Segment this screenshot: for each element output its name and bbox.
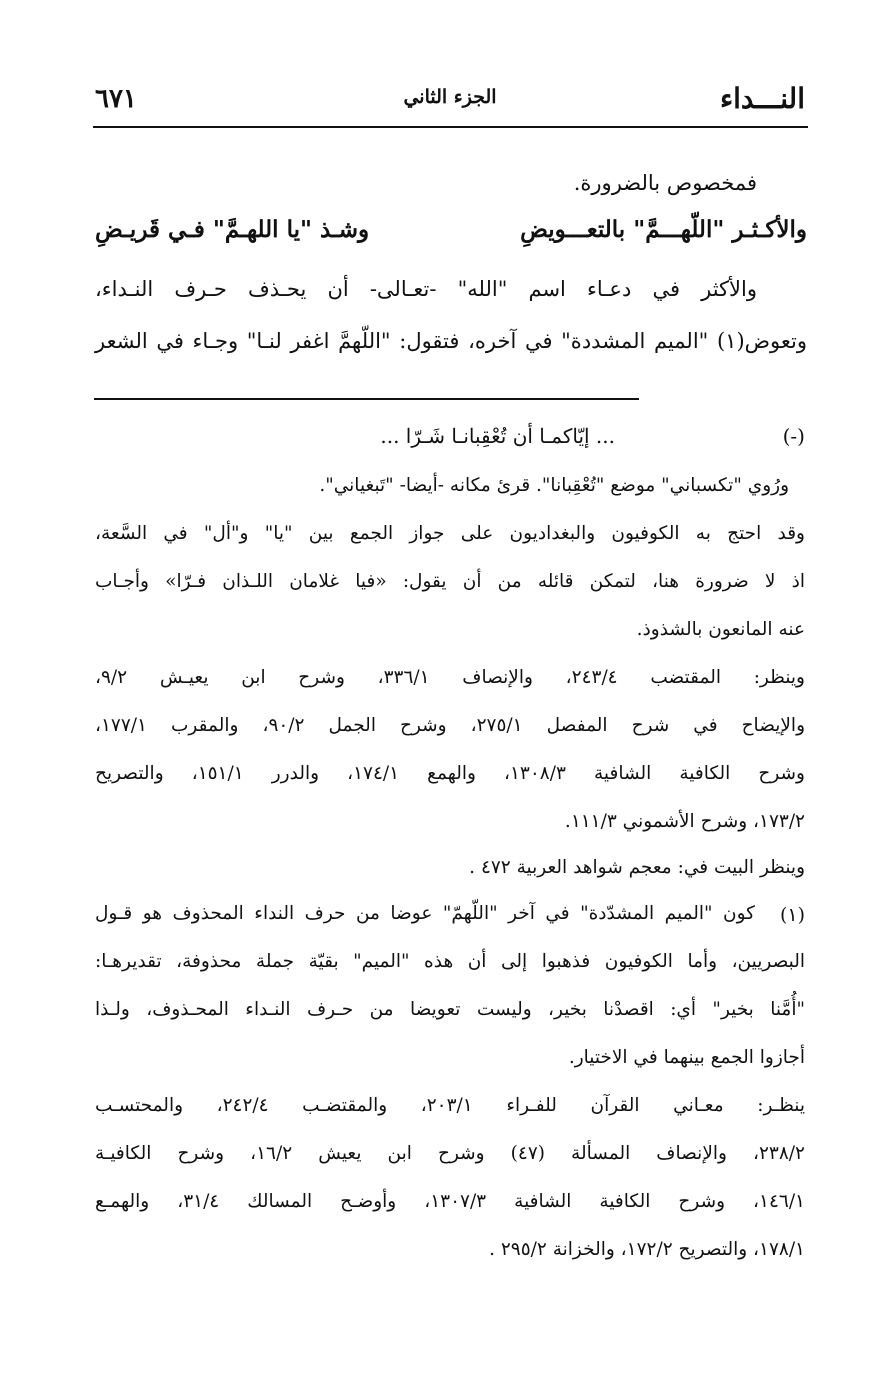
footnote-line: أجازوا الجمع بينهما في الاختيار. xyxy=(568,1047,805,1068)
verse-hemistich-left: وشـذ "يا اللهـمَّ" فـي قَريـضِ xyxy=(95,216,370,243)
footnote-line: اذ لا ضرورة هنا، لتمكن قائله من أن يقول: «فيا غلامان اللـذان فـرّا» وأجـاب xyxy=(95,571,805,592)
verse-line xyxy=(95,216,807,256)
footnote-marker: (-) xyxy=(782,424,805,448)
footnote-line: وشرح الكافية الشافية ١٣٠٨/٣، والهمع ١٧٤/١، والدرر ١٥١/١، والتصريح xyxy=(95,763,805,784)
footnote-line: البصريين، وأما الكوفيون فذهبوا إلى أن هذه "الميم" بقيّة جملة محذوفة، تقديرهـا: xyxy=(95,951,805,972)
page-header xyxy=(95,80,805,124)
header-rule xyxy=(93,126,808,128)
main-text-line: وتعوض(١) "الميم المشددة" في آخره، فتقول: "اللّهمَّ اغفر لنـا" وجـاء في الشعر xyxy=(95,329,807,353)
footnote-line: وينظر البيت في: معجم شواهد العربية ٤٧٢ . xyxy=(469,857,805,878)
footnote-line: ١٧٣/٢، وشرح الأشموني ١١١/٣. xyxy=(564,811,805,832)
footnote-line: وقد احتج به الكوفيون والبغداديون على جواز الجمع بين "يا" و"أل" في السَّعة، xyxy=(95,523,805,544)
footnote-rule xyxy=(94,398,639,400)
footnote-line: والإيضاح في شرح المفصل ٢٧٥/١، وشرح الجمل ٩٠/٢، والمقرب ١٧٧/١، xyxy=(95,715,806,736)
footnote-line: ٢٣٨/٢، والإنصاف المسألة (٤٧) وشرح ابن يعيش ١٦/٢، وشرح الكافيـة xyxy=(95,1143,805,1164)
footnote-line: وينظر: المقتضب ٢٤٣/٤، والإنصاف ٣٣٦/١، وشرح ابن يعيـش ٩/٢، xyxy=(95,667,805,688)
chapter-title: النـــداء xyxy=(719,82,805,115)
footnote-line: "أُمَّنا بخير" أي: اقصدْنا بخير، وليست تعويضا من حـرف النـداء المحـذوف، ولـذا xyxy=(95,999,805,1020)
footnote-verse-text: ... إيّاكمـا أن تُعْقِبانـا شَـرّا ... xyxy=(380,424,615,448)
verse-hemistich-right: والأكـثـر "اللّهـــمَّ" بالتعـــويضِ xyxy=(520,216,807,243)
footnote-line: ورُوي "تكسباني" موضع "تُعْقِبانا". قرئ مكانه -أيضا- "تَبغياني". xyxy=(319,475,789,496)
footnote-line: ١٤٦/١، وشرح الكافية الشافية ١٣٠٧/٣، وأوضـح المسالك ٣١/٤، والهمـع xyxy=(95,1191,805,1212)
footnote-line: ١٧٨/١، والتصريح ١٧٢/٢، والخزانة ٢٩٥/٢ . xyxy=(489,1239,805,1260)
footnote-number: (١) xyxy=(779,904,805,926)
part-label: الجزء الثاني xyxy=(403,86,497,108)
page-number: ٦٧١ xyxy=(95,84,137,114)
footnote-line: ينظـر: معـاني القرآن للفـراء ٢٠٣/١، والمقتضـب ٢٤٢/٤، والمحتسـب xyxy=(95,1095,805,1116)
footnote-line: عنه المانعون بالشذوذ. xyxy=(636,619,805,640)
footnote-line: كون "الميم المشدّدة" في آخر "اللّهمّ" عوضا من حرف النداء المحذوف هو قـول xyxy=(95,903,755,924)
main-text-line: والأكثر في دعـاء اسم "الله" -تعـالى- أن يحـذف حـرف النـداء، xyxy=(95,277,757,301)
main-text-line: فمخصوص بالضرورة. xyxy=(573,171,757,195)
